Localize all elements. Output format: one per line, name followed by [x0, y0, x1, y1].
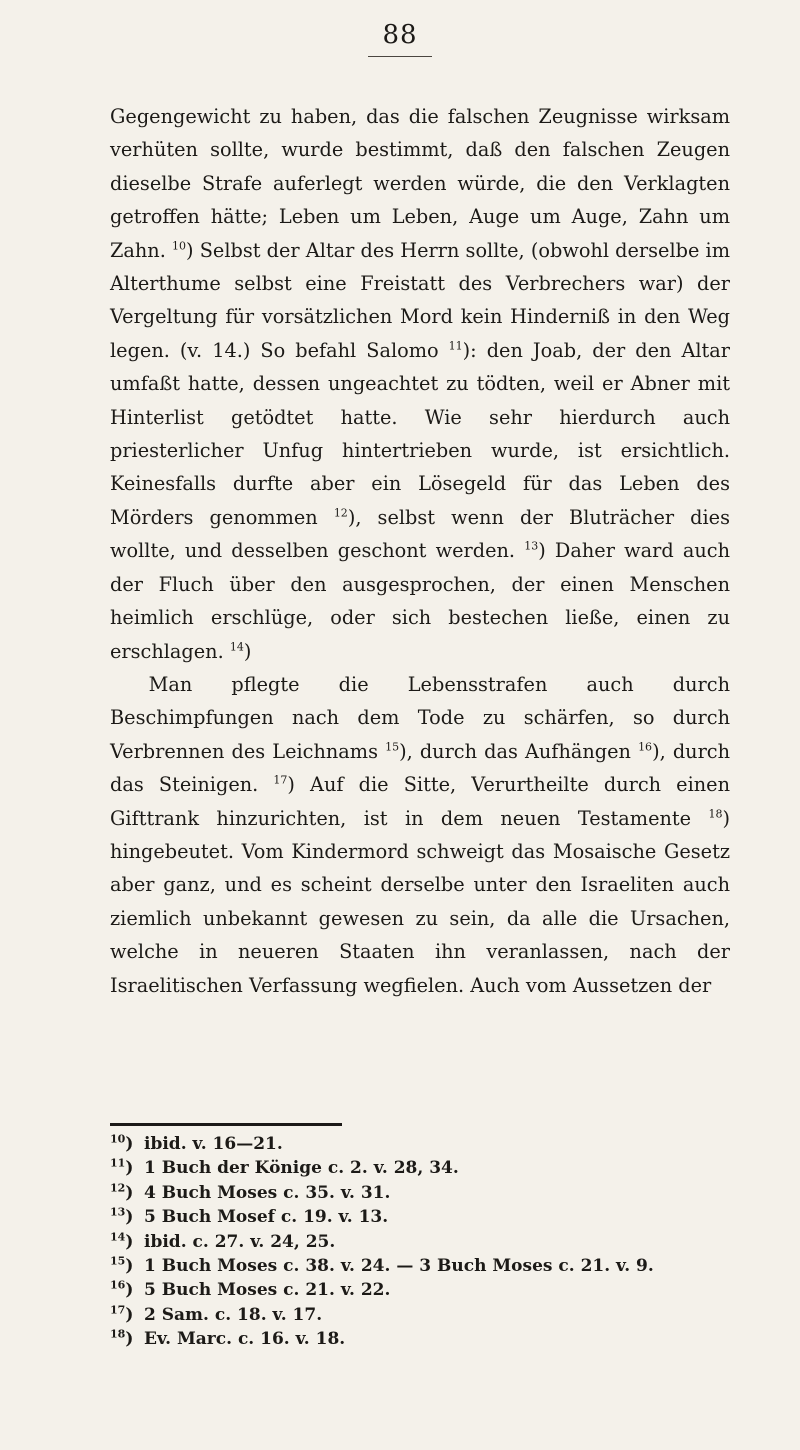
- footnote-ref: 14: [229, 640, 244, 654]
- footnote-ref: 16: [638, 740, 653, 754]
- text-run: ), selbst wenn der Bluträcher dies wollte, und desselben geschont werden.: [110, 505, 730, 563]
- footnote-number: 15: [110, 1254, 126, 1268]
- footnote-text: 1 Buch der Könige c. 2. v. 28, 34.: [144, 1158, 459, 1179]
- footnote-number: 10: [110, 1132, 126, 1146]
- footnote: $^{18}$) Ev. Marc. c. 16. v. 18.: [110, 1327, 346, 1350]
- text-run: Man pflegte die Lebensstrafen auch durch Beschimpfungen nach dem Tode zu schärfen, so durch Verbrennen des Leichnams: [110, 672, 730, 763]
- body-text: [110, 100, 730, 1002]
- footnote-divider: [110, 1123, 342, 1126]
- footnote: $^{17}$) 2 Sam. c. 18. v. 17.: [110, 1303, 323, 1325]
- footnote-text: ibid. v. 16—21.: [144, 1134, 283, 1154]
- page-number: [0, 20, 800, 57]
- footnote-number: 12: [110, 1181, 126, 1195]
- footnote-ref: 15: [385, 740, 400, 754]
- footnote-text: 2 Sam. c. 18. v. 17.: [144, 1304, 323, 1325]
- footnote-text: Ev. Marc. c. 16. v. 18.: [144, 1329, 346, 1350]
- footnote: $^{15}$) 1 Buch Moses c. 38. v. 24. — 3 Buch Moses c. 21. v. 9.: [110, 1254, 654, 1277]
- footnote: $^{12}$) 4 Buch Moses c. 35. v. 31.: [110, 1181, 391, 1203]
- footnote-number: 18: [110, 1327, 126, 1341]
- footnote-text: 5 Buch Moses c. 21. v. 22.: [144, 1280, 391, 1301]
- page-number-text: 88: [382, 20, 418, 50]
- footnote-text: 1 Buch Moses c. 38. v. 24. — 3 Buch Moses c. 21. v. 9.: [144, 1256, 654, 1277]
- footnote-text: 5 Buch Mosef c. 19. v. 13.: [144, 1207, 389, 1228]
- footnote-ref: 10: [172, 239, 187, 253]
- text-run: ) Daher ward auch der Fluch über den ausgesprochen, der einen Menschen heimlich erschlüge, oder sich bestechen ließe, einen zu erschlagen.: [110, 539, 730, 663]
- footnote-ref: 17: [273, 773, 288, 787]
- text-run: ) hingebeutet. Vom Kindermord schweigt das Mosaische Gesetz aber ganz, und es scheint derselbe unter den Israeliten auch ziemlich unbekannt gewesen zu sein, da alle die Ursachen, welche in neueren Staaten ihn veranlassen, nach der Israelitischen Verfassung wegfielen. Auch vom Aussetzen der: [110, 806, 730, 997]
- footnote: $^{13}$) 5 Buch Mosef c. 19. v. 13.: [110, 1205, 389, 1228]
- footnote: $^{10}$) ibid. v. 16—21.: [110, 1132, 283, 1154]
- page-number-rule: [368, 56, 432, 57]
- paragraph: [110, 100, 730, 668]
- text-run: Gegengewicht zu haben, das die falschen Zeugnisse wirksam verhüten sollte, wurde bestimmt, daß den falschen Zeugen dieselbe Strafe auferlegt werden würde, die den Verklagten getroffen hätte; Leben um Leben, Auge um Auge, Zahn um Zahn.: [110, 105, 730, 262]
- text-run: ), durch das Steinigen.: [110, 739, 731, 797]
- footnote: $^{11}$) 1 Buch der Könige c. 2. v. 28, 34.: [110, 1156, 459, 1179]
- footnote-text: ibid. c. 27. v. 24, 25.: [144, 1231, 336, 1252]
- footnote-number: 14: [110, 1229, 126, 1243]
- footnote-ref: 13: [524, 539, 539, 553]
- footnote-text: 4 Buch Moses c. 35. v. 31.: [144, 1182, 391, 1203]
- text-run: ): [243, 639, 252, 663]
- text-run: ) Auf die Sitte, Verurtheilte durch einen Gifttrank hinzurichten, ist in dem neuen Testamente: [110, 773, 730, 830]
- footnotes: [110, 1132, 730, 1352]
- text-run: ) Selbst der Altar des Herrn sollte, (obwohl derselbe im Alterthume selbst eine Freistatt des Verbrechers war) der Vergeltung für vorsätzlichen Mord kein Hinderniß in den Weg legen. (v. 14.) So befahl Salomo: [110, 238, 730, 362]
- footnote: $^{14}$) ibid. c. 27. v. 24, 25.: [110, 1229, 336, 1252]
- footnote-number: 11: [110, 1156, 126, 1170]
- text-run: ): den Joab, der den Altar umfaßt hatte, dessen ungeachtet zu tödten, weil er Abner mit Hinterlist getödtet hatte. Wie sehr hierdurch auch priesterlicher Unfug hintertrieben wurde, ist ersichtlich. Keinesfalls durfte aber ein Lösegeld für das Leben des Mörders genommen: [110, 338, 730, 529]
- footnote: $^{16}$) 5 Buch Moses c. 21. v. 22.: [110, 1278, 391, 1301]
- footnote-number: 16: [110, 1278, 126, 1292]
- footnote-number: 13: [110, 1205, 126, 1219]
- footnote-number: 17: [110, 1303, 126, 1317]
- footnote-ref: 18: [708, 807, 723, 821]
- text-run: ), durch das Aufhängen: [399, 739, 639, 763]
- footnote-ref: 11: [448, 339, 463, 353]
- paragraph: [110, 668, 730, 1002]
- footnote-ref: 12: [333, 506, 348, 520]
